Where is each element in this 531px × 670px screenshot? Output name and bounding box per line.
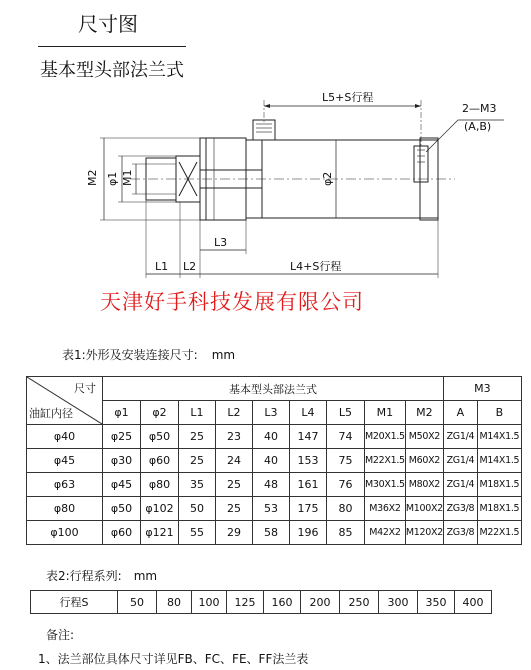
table-cell: 35 xyxy=(179,473,216,497)
label-l4s: L4+S行程 xyxy=(290,260,342,273)
table1-unit: mm xyxy=(211,348,236,362)
column-header: M2 xyxy=(405,401,443,425)
table-cell: 55 xyxy=(179,521,216,545)
table2-caption-text: 表2:行程系列: xyxy=(46,569,122,583)
table-cell: φ80 xyxy=(141,473,179,497)
label-l2: L2 xyxy=(183,260,197,273)
table-cell: 40 xyxy=(253,449,290,473)
stroke-value-cell: 200 xyxy=(301,591,340,614)
table-cell: φ121 xyxy=(141,521,179,545)
table2-caption xyxy=(46,567,157,584)
stroke-value-cell: 125 xyxy=(227,591,264,614)
stroke-value-cell: 80 xyxy=(157,591,192,614)
table-cell: M100X2 xyxy=(405,497,443,521)
table-cell: ZG1/4 xyxy=(443,449,477,473)
bore-diameter-cell: φ80 xyxy=(27,497,103,521)
table-row xyxy=(27,521,522,545)
table-cell: M36X2 xyxy=(365,497,406,521)
table-row xyxy=(27,497,522,521)
stroke-value-cell: 300 xyxy=(379,591,418,614)
drawing-subtitle: 基本型头部法兰式 xyxy=(40,60,184,81)
table-row xyxy=(27,473,522,497)
table-cell: M22X1.5 xyxy=(365,449,406,473)
label-m3: 2—M3 xyxy=(462,102,497,115)
stroke-value-cell: 350 xyxy=(418,591,455,614)
table1-body xyxy=(27,425,522,545)
table-cell: 80 xyxy=(327,497,365,521)
table-cell: 175 xyxy=(290,497,327,521)
table-cell: φ50 xyxy=(103,497,141,521)
corner-cell xyxy=(27,377,103,425)
bore-diameter-cell: φ40 xyxy=(27,425,103,449)
label-m1: M1 xyxy=(121,169,134,186)
column-header: φ1 xyxy=(103,401,141,425)
table-cell: 75 xyxy=(327,449,365,473)
table-cell: 25 xyxy=(179,449,216,473)
label-phi2: φ2 xyxy=(321,171,334,186)
column-header: L3 xyxy=(253,401,290,425)
column-header: L2 xyxy=(216,401,253,425)
table-cell: 161 xyxy=(290,473,327,497)
dimension-table xyxy=(26,376,522,545)
table-cell: φ50 xyxy=(141,425,179,449)
bore-diameter-cell: φ45 xyxy=(27,449,103,473)
group-header-m3: M3 xyxy=(443,377,521,401)
page-title: 尺寸图 xyxy=(78,12,138,36)
table1-caption-text: 表1:外形及安装连接尺寸: xyxy=(62,348,198,362)
column-header: A xyxy=(443,401,477,425)
table2-unit: mm xyxy=(133,569,158,583)
table-cell: 85 xyxy=(327,521,365,545)
table-cell: 48 xyxy=(253,473,290,497)
label-l3: L3 xyxy=(214,236,228,249)
column-header: B xyxy=(477,401,521,425)
table-cell: ZG1/4 xyxy=(443,473,477,497)
table-row xyxy=(27,449,522,473)
table-cell: 58 xyxy=(253,521,290,545)
table-cell: 23 xyxy=(216,425,253,449)
column-header: φ2 xyxy=(141,401,179,425)
cap-port xyxy=(414,146,428,182)
table-cell: 24 xyxy=(216,449,253,473)
label-l1: L1 xyxy=(155,260,169,273)
table-cell: 74 xyxy=(327,425,365,449)
table-cell: M80X2 xyxy=(405,473,443,497)
rod-port xyxy=(253,120,275,140)
table-cell: 153 xyxy=(290,449,327,473)
bore-diameter-cell: φ63 xyxy=(27,473,103,497)
table-cell: ZG3/8 xyxy=(443,521,477,545)
table-cell: 147 xyxy=(290,425,327,449)
column-header: M1 xyxy=(365,401,406,425)
table-cell: M14X1.5 xyxy=(477,425,521,449)
stroke-value-cell: 400 xyxy=(455,591,492,614)
table-cell: M22X1.5 xyxy=(477,521,521,545)
table-cell: M120X2 xyxy=(405,521,443,545)
table-cell: 50 xyxy=(179,497,216,521)
table-cell: φ30 xyxy=(103,449,141,473)
table-cell: 25 xyxy=(179,425,216,449)
bore-diameter-cell: φ100 xyxy=(27,521,103,545)
stroke-table xyxy=(30,590,492,614)
stroke-value-cell: 250 xyxy=(340,591,379,614)
notes-title: 备注: xyxy=(46,628,75,642)
table-cell: φ60 xyxy=(103,521,141,545)
stroke-value-cell: 50 xyxy=(118,591,157,614)
column-header: L1 xyxy=(179,401,216,425)
group-header-main: 基本型头部法兰式 xyxy=(103,377,444,401)
table-cell: M42X2 xyxy=(365,521,406,545)
table-cell: M60X2 xyxy=(405,449,443,473)
table1-caption xyxy=(62,346,235,363)
table-cell: φ25 xyxy=(103,425,141,449)
table-cell: φ102 xyxy=(141,497,179,521)
table-cell: ZG3/8 xyxy=(443,497,477,521)
table-cell: ZG1/4 xyxy=(443,425,477,449)
table-cell: φ45 xyxy=(103,473,141,497)
stroke-row-label: 行程S xyxy=(31,591,118,614)
stroke-value-cell: 100 xyxy=(192,591,227,614)
table-cell: 25 xyxy=(216,473,253,497)
table-cell: 53 xyxy=(253,497,290,521)
table-cell: 196 xyxy=(290,521,327,545)
table-cell: 29 xyxy=(216,521,253,545)
table-cell: M18X1.5 xyxy=(477,497,521,521)
table-cell: M20X1.5 xyxy=(365,425,406,449)
label-m2: M2 xyxy=(86,169,99,186)
stroke-value-cell: 160 xyxy=(264,591,301,614)
table-cell: φ60 xyxy=(141,449,179,473)
corner-top-label: 尺寸 xyxy=(74,382,96,395)
title-underline xyxy=(38,46,186,47)
cylinder-drawing xyxy=(0,80,531,285)
table-cell: 76 xyxy=(327,473,365,497)
table-cell: M30X1.5 xyxy=(365,473,406,497)
label-ab: (A,B) xyxy=(464,120,492,133)
table-row xyxy=(27,425,522,449)
table-cell: M50X2 xyxy=(405,425,443,449)
table-cell: 25 xyxy=(216,497,253,521)
table-cell: M14X1.5 xyxy=(477,449,521,473)
column-header: L5 xyxy=(327,401,365,425)
table-cell: M18X1.5 xyxy=(477,473,521,497)
corner-bottom-label: 油缸内径 xyxy=(29,407,73,420)
label-phi1: φ1 xyxy=(106,171,119,186)
label-l5s: L5+S行程 xyxy=(322,91,374,104)
note-item: 1、法兰部位具体尺寸详见FB、FC、FE、FF法兰表 xyxy=(38,652,309,666)
table-cell: 40 xyxy=(253,425,290,449)
column-header: L4 xyxy=(290,401,327,425)
company-name: 天津好手科技发展有限公司 xyxy=(100,290,364,314)
